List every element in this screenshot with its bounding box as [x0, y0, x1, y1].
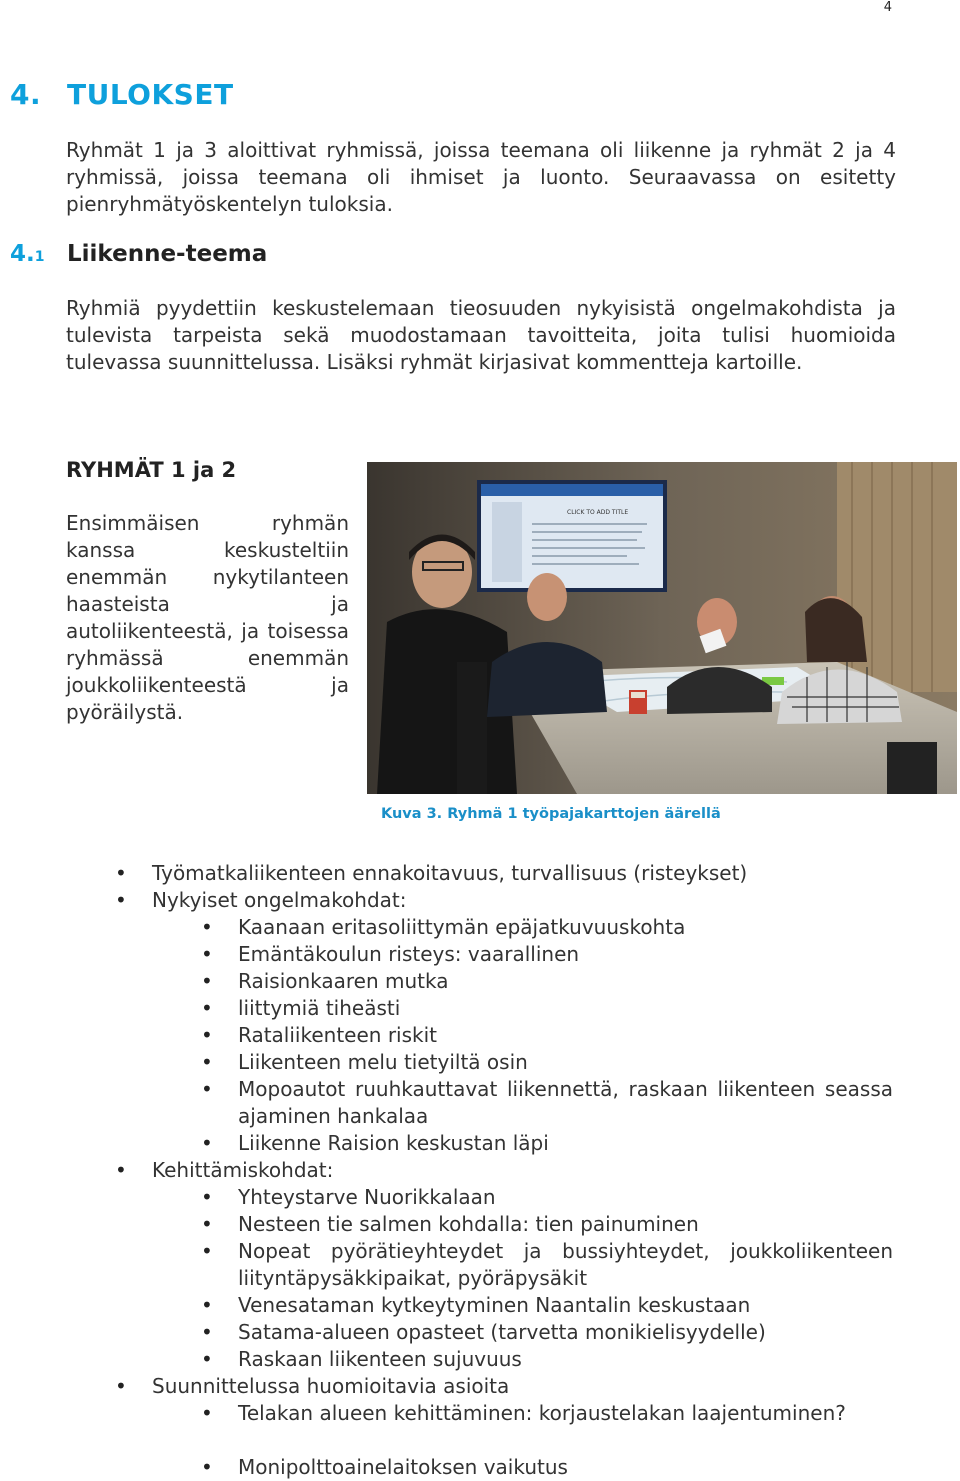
- list-item: Mopoautot ruuhkauttavat liikennettä, raskaan liikenteen seassa ajaminen hankalaa: [238, 1077, 893, 1128]
- subsection-number: [10, 241, 67, 267]
- list-item: Satama-alueen opasteet (tarvetta monikielisyydelle): [238, 1320, 766, 1344]
- bullet-icon: •: [201, 1401, 213, 1425]
- list-item: Nykyiset ongelmakohdat:: [152, 888, 407, 912]
- list-item: Kehittämiskohdat:: [152, 1158, 334, 1182]
- bullet-icon: •: [201, 996, 213, 1020]
- section-number: 4.: [10, 78, 42, 111]
- bullet-icon: •: [115, 1374, 127, 1398]
- list-item: Telakan alueen kehittäminen: korjaustelakan laajentuminen?: [238, 1401, 846, 1425]
- bullet-icon: •: [201, 942, 213, 966]
- bullet-icon: •: [201, 1239, 213, 1263]
- subsection-paragraph: Ryhmiä pyydettiin keskustelemaan tieosuuden nykyisistä ongelmakohdista ja tulevista tarpeista sekä muodostamaan tavoitteita, joita tulisi huomioida tulevassa suunnittelussa. Lisäksi ryhmät kirjasivat kommentteja kartoille.: [66, 296, 896, 374]
- list-item: Suunnittelussa huomioitavia asioita: [152, 1374, 510, 1398]
- bullet-icon: •: [201, 1050, 213, 1074]
- subsection-number-main: 4.: [10, 241, 35, 267]
- group-paragraph: Ensimmäisen ryhmän kanssa keskusteltiin enemmän nykytilanteen haasteista ja autoliikenteestä, ja toisessa ryhmässä enemmän joukkoliikenteestä ja pyöräilystä.: [66, 511, 349, 724]
- page-number: 4: [883, 0, 892, 15]
- bullet-icon: •: [115, 888, 127, 912]
- bullet-icon: •: [201, 1455, 213, 1479]
- bullet-icon: •: [201, 1293, 213, 1317]
- bullet-icon: •: [201, 1077, 213, 1101]
- bullet-icon: •: [201, 1023, 213, 1047]
- list-item: Yhteystarve Nuorikkalaan: [238, 1185, 496, 1209]
- subsection-title: Liikenne-teema: [67, 241, 268, 267]
- bullet-icon: •: [201, 1185, 213, 1209]
- bullet-icon: •: [201, 1131, 213, 1155]
- intro-paragraph: Ryhmät 1 ja 3 aloittivat ryhmissä, joissa teemana oli liikenne ja ryhmät 2 ja 4 ryhmissä, joissa teemana oli ihmiset ja luonto. Seuraavassa on esitetty pienryhmätyöskentelyn tuloksia.: [66, 138, 896, 216]
- section-heading: [10, 78, 234, 111]
- list-item: Raisionkaaren mutka: [238, 969, 449, 993]
- section-title: TULOKSET: [67, 78, 234, 111]
- group-title: RYHMÄT 1 ja 2: [66, 458, 237, 482]
- list-item: Emäntäkoulun risteys: vaarallinen: [238, 942, 580, 966]
- subsection-heading: [10, 241, 267, 267]
- bullet-icon: •: [115, 1158, 127, 1182]
- list-item: Venesataman kytkeytyminen Naantalin keskustaan: [238, 1293, 751, 1317]
- list-item: Liikenteen melu tietyiltä osin: [238, 1050, 528, 1074]
- bullet-icon: •: [201, 969, 213, 993]
- list-item: Liikenne Raision keskustan läpi: [238, 1131, 549, 1155]
- bullet-icon: •: [115, 861, 127, 885]
- list-item: Kaanaan eritasoliittymän epäjatkuvuuskohta: [238, 915, 686, 939]
- subsection-number-sub: 1: [34, 249, 45, 265]
- bullet-icon: •: [201, 1347, 213, 1371]
- list-item: Nesteen tie salmen kohdalla: tien painuminen: [238, 1212, 699, 1236]
- list-item: Rataliikenteen riskit: [238, 1023, 437, 1047]
- list-item: Nopeat pyörätieyhteydet ja bussiyhteydet, joukkoliikenteen liityntäpysäkkipaikat, pyöräpysäkit: [238, 1239, 893, 1290]
- list-item: Monipolttoainelaitoksen vaikutus: [238, 1455, 568, 1479]
- list-item: liittymiä tiheästi: [238, 996, 401, 1020]
- workshop-photo: [367, 462, 957, 794]
- screen-title: CLICK TO ADD TITLE: [567, 509, 629, 516]
- photo-caption: Kuva 3. Ryhmä 1 työpajakarttojen äärellä: [381, 806, 721, 822]
- bullet-icon: •: [201, 1212, 213, 1236]
- list-item: Työmatkaliikenteen ennakoitavuus, turvallisuus (risteykset): [152, 861, 748, 885]
- workshop-photo-illustration: [367, 462, 957, 794]
- bullet-icon: •: [201, 1320, 213, 1344]
- list-item: Raskaan liikenteen sujuvuus: [238, 1347, 522, 1371]
- bullet-icon: •: [201, 915, 213, 939]
